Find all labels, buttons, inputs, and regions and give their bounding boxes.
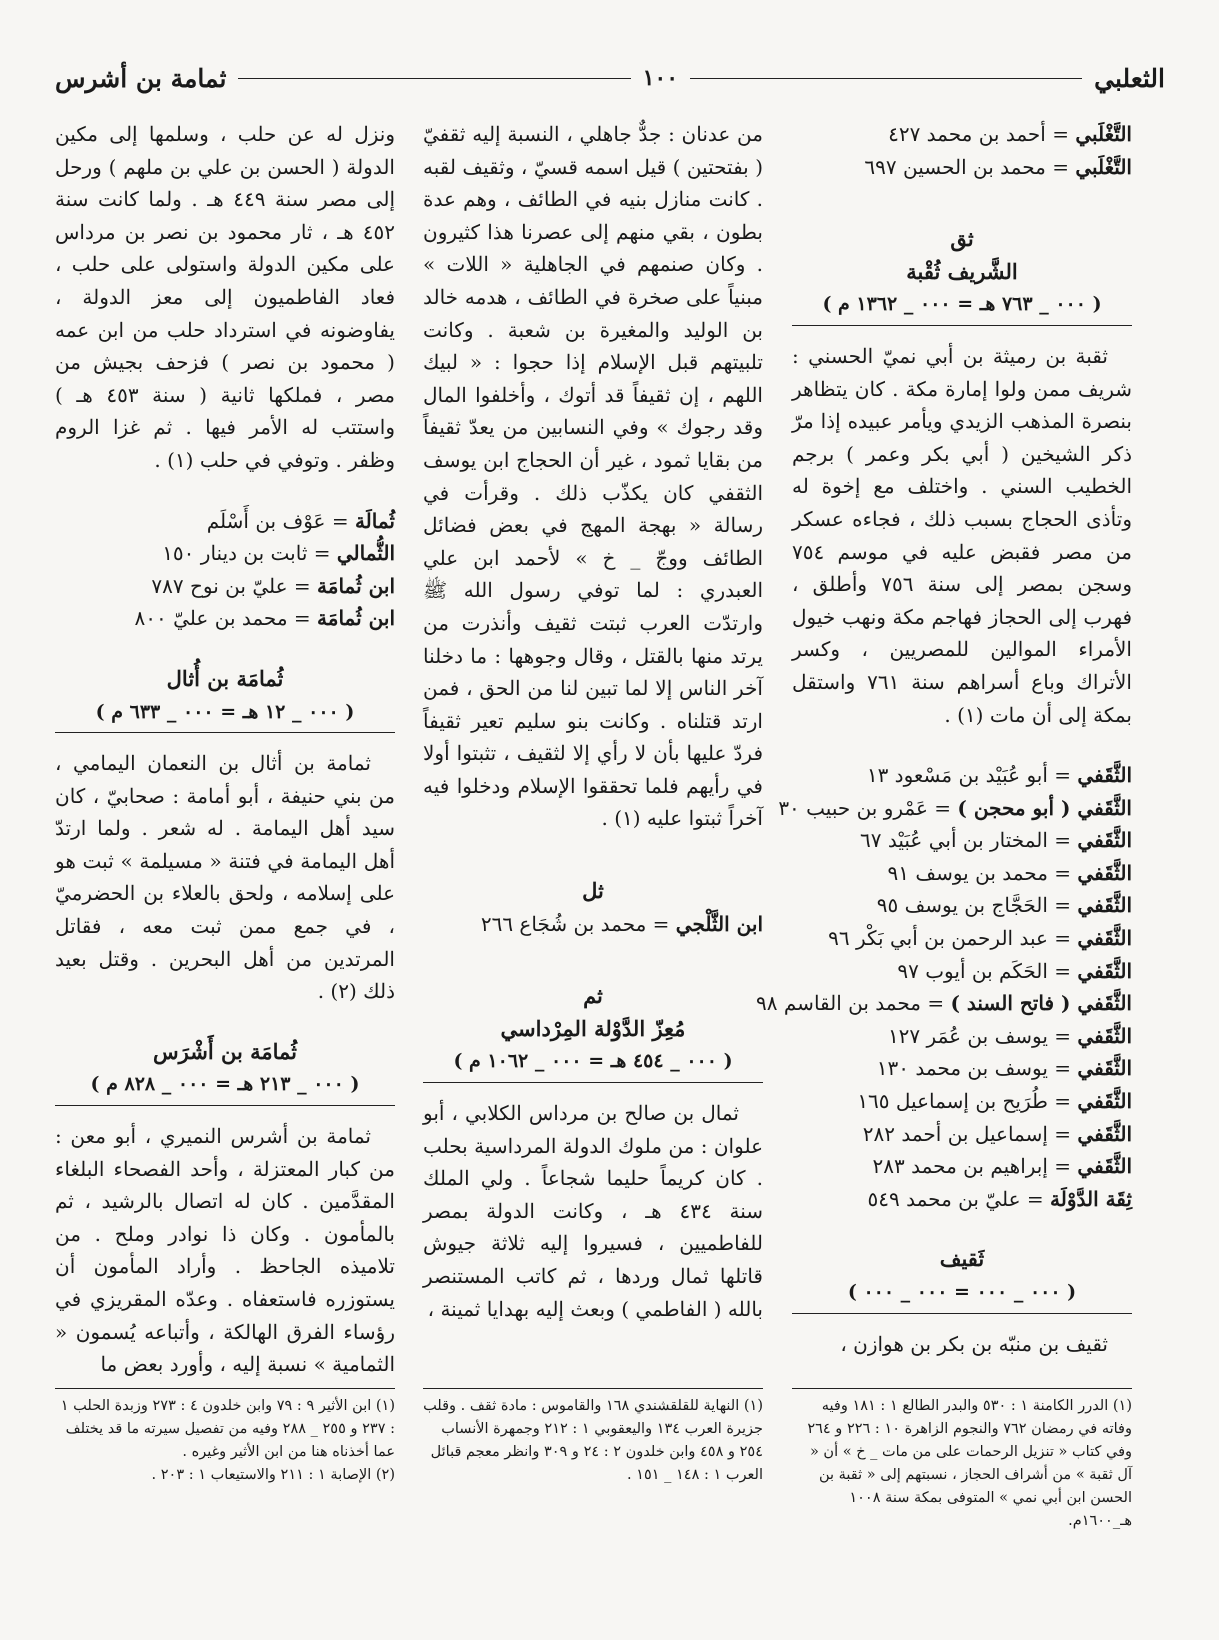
column-left bbox=[55, 118, 395, 1381]
cross-ref-entry: التَّغْلَبي = محمد بن الحسين ٦٩٧ bbox=[864, 154, 1132, 179]
bio-text-continued: ونزل له عن حلب ، وسلمها إلى مكين الدولة ( الحسن بن علي بن ملهم ) ورحل إلى مصر سنة ٤٤٩ هـ . ولما كانت سنة ٤٥٢ هـ ، ثار محمود بن نصر بن مرداس على مكين الدولة واستولى على حلب ، فعاد الفاطميون إلى معز الدولة ، يفاوضونه في استرداد حلب من ابن عمه ( محمود بن نصر ) فزحف بجيش من مصر ، فملكها ثانية ( سنة ٤٥٣ هـ ) واستتب له الأمر فيها . ثم غزا الروم وظفر . وتوفي في حلب (١) . bbox=[55, 122, 396, 472]
cross-ref-entry: الثَّقَفي = عبد الرحمن بن أبي بَكْر ٩٦ bbox=[828, 926, 1132, 951]
cross-ref-entry: ابن الثَّلْجي = محمد بن شُجَاع ٢٦٦ bbox=[480, 911, 763, 936]
bio-text: ثقبة بن رميثة بن أبي نميّ الحسني : شريف ممن ولوا إمارة مكة . كان يتظاهر بنصرة المذهب الزيدي ويأمر عبيده إذا مرّ ذكر الشيخين ( أبي بكر وعمر ) برجم الخطيب السني . واختلف مع إخوة له وتأذى الحجاج بسبب ذلك ، فجاءه عسكر من مصر فقبض عليه في موسم ٧٥٤ وسجن بمصر إلى سنة ٧٥٦ وأطلق ، فهرب إلى الحجاز فهاجم مكة ونهب خيول الأمراء الموالين للمصريين ، وكسر الأتراك وباع أسراهم سنة ٧٦١ واستقل بمكة إلى أن مات (١) . bbox=[792, 343, 1132, 727]
bio-dates: ( ٠٠٠ _ ٤٥٤ هـ = ٠٠٠ _ ١٠٦٢ م ) bbox=[423, 1045, 763, 1083]
footnotes-left bbox=[55, 1388, 395, 1487]
cross-ref-entry: الثَّقَفي = يوسف بن عُمَر ١٢٧ bbox=[887, 1023, 1132, 1048]
bio-title: ثُمامَة بن أَشْرَس bbox=[153, 1038, 297, 1064]
bio-text: ثمامة بن أشرس النميري ، أبو معن : من كبار المعتزلة ، وأحد الفصحاء البلغاء المقدَّمين . كان له اتصال بالرشيد ، ثم بالمأمون . وكان ذا نوادر وملح . من تلاميذه الجاحظ . وأراد المأمون أن يستوزره فاستعفاه . وعدّه المقريزي في رؤساء الفرق الهالكة ، وأتباعه يُسمون « الثمامية » نسبة إليه ، وأورد بعض ما bbox=[55, 1124, 395, 1377]
cross-ref-entry: الثَّقَفي = المختار بن أبي عُبَيْد ٦٧ bbox=[860, 828, 1132, 853]
running-title-left: ثمامة بن أشرس bbox=[55, 63, 227, 93]
section-heading: ثم bbox=[583, 983, 603, 1009]
cross-ref-entry: الثَّقَفي = الحَكَم بن أيوب ٩٧ bbox=[897, 958, 1132, 983]
bio-title: ثُمامَة بن أُثال bbox=[166, 665, 284, 691]
footnotes-right bbox=[792, 1388, 1132, 1533]
column-middle bbox=[423, 118, 763, 1325]
cross-ref-entry: الثَّقَفي = محمد بن يوسف ٩١ bbox=[887, 860, 1132, 885]
cross-ref-entry: ثِقَة الدَّوْلَة = عليّ بن محمد ٥٤٩ bbox=[867, 1186, 1132, 1211]
section-heading: ثق bbox=[950, 226, 974, 252]
column-right bbox=[756, 118, 1132, 1360]
page-header bbox=[55, 58, 1165, 98]
cross-ref-entry: الثَّقَفي = أبو عُبَيْد بن مَسْعود ١٣ bbox=[866, 763, 1132, 788]
bio-title: مُعِزّ الدَّوْلة المِرْداسي bbox=[500, 1015, 686, 1041]
header-rule bbox=[690, 78, 1082, 79]
cross-ref-entry: ابن ثُمامَة = عليّ بن نوح ٧٨٧ bbox=[151, 573, 395, 598]
bio-title: الشَّريف ثُقْبة bbox=[906, 258, 1018, 284]
running-title-right: الثعلبي bbox=[1094, 63, 1165, 93]
bio-text: ثمال بن صالح بن مرداس الكلابي ، أبو علوان : من ملوك الدولة المرداسية بحلب . كان كريماً حليما شجاعاً . ولي الملك سنة ٤٣٤ هـ ، وكانت الدولة بمصر للفاطميين ، فسيروا إليه ثلاثة جيوش قاتلها ثمال وردها ، ثم كاتب المستنصر بالله ( الفاطمي ) وبعث إليه بهدايا ثمينة ، bbox=[423, 1101, 763, 1321]
cross-ref-entry: الثُّمالي = ثابت بن دينار ١٥٠ bbox=[162, 541, 395, 566]
page-number: ١٠٠ bbox=[642, 65, 679, 91]
bio-text-continued: من عدنان : جدٌّ جاهلي ، النسبة إليه ثقفيّ ( بفتحتين ) قيل اسمه قسيّ ، وثقيف لقبه . كانت منازل بنيه في الطائف ، وهم عدة بطون ، بقي منهم إلى عصرنا هذا كثيرون . وكان صنمهم في الجاهلية « اللات » مبنياً على صخرة في الطائف ، هدمه خالد بن الوليد والمغيرة بن شعبة . وكانت تلبيتهم قبل الإسلام إذا حجوا : « لبيك اللهم ، إن ثقيفاً قد أتوك ، وأخلفوا المال وقد رجوك » وفي النسابين من يعدّ ثقيفاً من بقايا ثمود ، غير أن الحجاج ابن يوسف الثقفي كان يكذّب ذلك . وقرأت في رسالة « بهجة المهج في بعض فضائل الطائف ووجّ _ خ » لأحمد ابن علي العبدري : لما توفي رسول الله ﷺ وارتدّت العرب ثبتت ثقيف وأنذرت من يرتد منها بالقتل ، وقال وجوهها : ما دخلنا آخر الناس إلا لما تبين لنا من الحق ، فمن ارتد قتلناه . وكانت بنو سليم تعير ثقيفاً فردّ عليها بأن لا رأي إلا لثقيف ، تثبتوا أولا في رأيهم فلما تحققوا الإسلام ودخلوا فيه آخراً ثبتوا عليه (١) . bbox=[423, 122, 763, 831]
cross-ref-entry: الثَّقَفي = إسماعيل بن أحمد ٢٨٢ bbox=[862, 1121, 1132, 1146]
bio-text: ثقيف بن منبّه بن بكر بن هوازن ، bbox=[840, 1331, 1108, 1356]
footnote: (٢) الإصابة ١ : ٢١١ والاستيعاب ١ : ٢٠٣ . bbox=[151, 1467, 395, 1483]
cross-ref-entry: الثَّقَفي = الحَجَّاج بن يوسف ٩٥ bbox=[876, 893, 1132, 918]
cross-ref-entry: ابن ثُمامَة = محمد بن عليّ ٨٠٠ bbox=[134, 606, 395, 631]
cross-ref-entry: الثَّقَفي ( أبو محجن ) = عَمْرو بن حبيب ٣٠ bbox=[778, 795, 1132, 820]
section-heading: ثل bbox=[582, 878, 604, 904]
cross-ref-entry: ثُمالَة = عَوْف بن أَسْلَم bbox=[206, 508, 395, 533]
footnotes-middle bbox=[423, 1388, 763, 1487]
cross-ref-entry: الثَّقَفي = إبراهيم بن محمد ٢٨٣ bbox=[872, 1154, 1132, 1179]
bio-dates: ( ٠٠٠ _ ٢١٣ هـ = ٠٠٠ _ ٨٢٨ م ) bbox=[55, 1068, 395, 1106]
bio-dates: ( ٠٠٠ _ ٠٠٠ = ٠٠٠ _ ٠٠٠ ) bbox=[792, 1276, 1132, 1314]
cross-ref-entry: التَّغْلَبي = أحمد بن محمد ٤٢٧ bbox=[888, 122, 1132, 146]
bio-title: ثَقيف bbox=[939, 1246, 985, 1272]
footnote: (١) ابن الأثير ٩ : ٧٩ وابن خلدون ٤ : ٢٧٣ وزبدة الحلب ١ : ٢٣٧ و ٢٥٥ _ ٢٨٨ وفيه من تفصيل سيرته ما قد يختلف عما أخذناه هنا من ابن الأثير وغيره . bbox=[60, 1398, 395, 1460]
cross-ref-entry: الثَّقَفي ( فاتح السند ) = محمد بن القاسم ٩٨ bbox=[756, 991, 1132, 1016]
footnote: (١) الدرر الكامنة ١ : ٥٣٠ والبدر الطالع ١ : ١٨١ وفيه وفاته في رمضان ٧٦٢ والنجوم الزاهرة ١٠ : ٢٢٦ و ٢٦٤ وفي كتاب « تنزيل الرحمات على من مات _ خ » أن « آل ثقبة » من أشراف الحجاز ، نسبتهم إلى « ثقبة بن الحسن ابن أبي نمي » المتوفى بمكة سنة ١٠٠٨ هـ_١٦٠٠م. bbox=[807, 1398, 1132, 1529]
cross-ref-entry: الثَّقَفي = طُرَيح بن إسماعيل ١٦٥ bbox=[857, 1089, 1132, 1114]
cross-ref-entry: الثَّقَفي = يوسف بن محمد ١٣٠ bbox=[876, 1056, 1132, 1081]
bio-dates: ( ٠٠٠ _ ١٢ هـ = ٠٠٠ _ ٦٣٣ م ) bbox=[55, 696, 395, 734]
footnote: (١) النهاية للقلقشندي ١٦٨ والقاموس : مادة ثقف . وقلب جزيرة العرب ١٣٤ واليعقوبي ١ : ٢١٢ وجمهرة الأنساب ٢٥٤ و ٤٥٨ وابن خلدون ٢ : ٢٤ و ٣٠٩ وانظر معجم قبائل العرب ١ : ١٤٨ _ ١٥١ . bbox=[423, 1398, 763, 1483]
bio-text: ثمامة بن أثال بن النعمان اليمامي ، من بني حنيفة ، أبو أمامة : صحابيّ ، كان سيد أهل اليمامة . له شعر . ولما ارتدّ أهل اليمامة في فتنة « مسيلمة » ثبت هو على إسلامه ، ولحق بالعلاء بن الحضرميّ ، في جمع ممن ثبت معه ، فقاتل المرتدين من أهل البحرين . وقتل بعيد ذلك (٢) . bbox=[55, 751, 395, 1004]
bio-dates: ( ٠٠٠ _ ٧٦٣ هـ = ٠٠٠ _ ١٣٦٢ م ) bbox=[792, 288, 1132, 326]
header-rule bbox=[238, 78, 630, 79]
cross-ref-list bbox=[756, 759, 1132, 1215]
